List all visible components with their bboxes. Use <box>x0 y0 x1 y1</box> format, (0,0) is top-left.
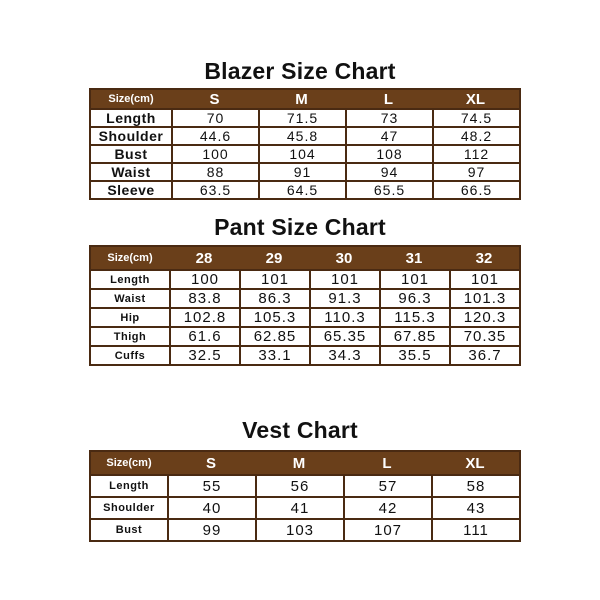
pant-size-table <box>89 245 521 366</box>
table-cell: 71.5 <box>258 108 345 126</box>
table-row <box>91 518 519 540</box>
column-header: 30 <box>309 247 379 269</box>
table-cell: 91 <box>258 162 345 180</box>
row-label: Length <box>91 474 167 496</box>
column-header: 29 <box>239 247 309 269</box>
table-cell: 33.1 <box>239 345 309 364</box>
table-cell: 108 <box>345 144 432 162</box>
table-cell: 43 <box>431 496 519 518</box>
table-cell: 103 <box>255 518 343 540</box>
column-header: 31 <box>379 247 449 269</box>
table-cell: 67.85 <box>379 326 449 345</box>
column-header: 28 <box>169 247 239 269</box>
table-cell: 32.5 <box>169 345 239 364</box>
vest-chart-title: Vest Chart <box>242 417 358 443</box>
table-cell: 102.8 <box>169 307 239 326</box>
table-cell: 104 <box>258 144 345 162</box>
table-cell: 62.85 <box>239 326 309 345</box>
row-label: Sleeve <box>91 180 171 198</box>
blazer-size-table <box>89 88 521 200</box>
column-header: S <box>167 452 255 474</box>
table-cell: 58 <box>431 474 519 496</box>
table-cell: 56 <box>255 474 343 496</box>
table-cell: 36.7 <box>449 345 519 364</box>
table-cell: 101 <box>449 269 519 288</box>
corner-label: Size(cm) <box>91 247 169 269</box>
row-label: Bust <box>91 144 171 162</box>
column-header: XL <box>432 90 519 108</box>
table-cell: 91.3 <box>309 288 379 307</box>
table-cell: 107 <box>343 518 431 540</box>
table-cell: 42 <box>343 496 431 518</box>
table-cell: 96.3 <box>379 288 449 307</box>
table-row <box>91 180 519 198</box>
table-cell: 61.6 <box>169 326 239 345</box>
table-cell: 110.3 <box>309 307 379 326</box>
table-cell: 48.2 <box>432 126 519 144</box>
row-label: Shoulder <box>91 126 171 144</box>
table-row <box>91 108 519 126</box>
table-row <box>91 288 519 307</box>
table-cell: 35.5 <box>379 345 449 364</box>
table-cell: 101.3 <box>449 288 519 307</box>
table-cell: 73 <box>345 108 432 126</box>
row-label: Length <box>91 269 169 288</box>
table-cell: 97 <box>432 162 519 180</box>
vest-size-table <box>89 450 521 542</box>
table-cell: 45.8 <box>258 126 345 144</box>
table-cell: 100 <box>169 269 239 288</box>
table-cell: 65.35 <box>309 326 379 345</box>
table-cell: 74.5 <box>432 108 519 126</box>
table-cell: 65.5 <box>345 180 432 198</box>
table-cell: 101 <box>239 269 309 288</box>
table-header-row <box>91 247 519 269</box>
table-cell: 100 <box>171 144 258 162</box>
table-cell: 115.3 <box>379 307 449 326</box>
column-header: XL <box>431 452 519 474</box>
table-cell: 101 <box>309 269 379 288</box>
table-cell: 40 <box>167 496 255 518</box>
table-row <box>91 307 519 326</box>
blazer-size-chart-title: Blazer Size Chart <box>204 58 396 84</box>
table-cell: 66.5 <box>432 180 519 198</box>
column-header: M <box>255 452 343 474</box>
row-label: Length <box>91 108 171 126</box>
table-cell: 41 <box>255 496 343 518</box>
column-header: L <box>345 90 432 108</box>
table-row <box>91 162 519 180</box>
table-cell: 63.5 <box>171 180 258 198</box>
column-header: L <box>343 452 431 474</box>
table-cell: 105.3 <box>239 307 309 326</box>
table-row <box>91 345 519 364</box>
row-label: Shoulder <box>91 496 167 518</box>
table-cell: 86.3 <box>239 288 309 307</box>
table-cell: 70 <box>171 108 258 126</box>
table-cell: 94 <box>345 162 432 180</box>
column-header: M <box>258 90 345 108</box>
table-cell: 55 <box>167 474 255 496</box>
table-row <box>91 496 519 518</box>
table-cell: 112 <box>432 144 519 162</box>
table-cell: 101 <box>379 269 449 288</box>
table-cell: 34.3 <box>309 345 379 364</box>
corner-label: Size(cm) <box>91 452 167 474</box>
table-cell: 111 <box>431 518 519 540</box>
row-label: Cuffs <box>91 345 169 364</box>
row-label: Thigh <box>91 326 169 345</box>
table-cell: 120.3 <box>449 307 519 326</box>
corner-label: Size(cm) <box>91 90 171 108</box>
table-cell: 47 <box>345 126 432 144</box>
table-cell: 70.35 <box>449 326 519 345</box>
column-header: 32 <box>449 247 519 269</box>
table-cell: 64.5 <box>258 180 345 198</box>
table-cell: 99 <box>167 518 255 540</box>
table-cell: 83.8 <box>169 288 239 307</box>
table-cell: 88 <box>171 162 258 180</box>
row-label: Waist <box>91 288 169 307</box>
table-header-row <box>91 90 519 108</box>
table-row <box>91 326 519 345</box>
table-row <box>91 474 519 496</box>
table-cell: 44.6 <box>171 126 258 144</box>
row-label: Waist <box>91 162 171 180</box>
table-row <box>91 269 519 288</box>
table-row <box>91 144 519 162</box>
row-label: Bust <box>91 518 167 540</box>
table-row <box>91 126 519 144</box>
table-header-row <box>91 452 519 474</box>
column-header: S <box>171 90 258 108</box>
pant-size-chart-title: Pant Size Chart <box>214 214 386 240</box>
row-label: Hip <box>91 307 169 326</box>
table-cell: 57 <box>343 474 431 496</box>
